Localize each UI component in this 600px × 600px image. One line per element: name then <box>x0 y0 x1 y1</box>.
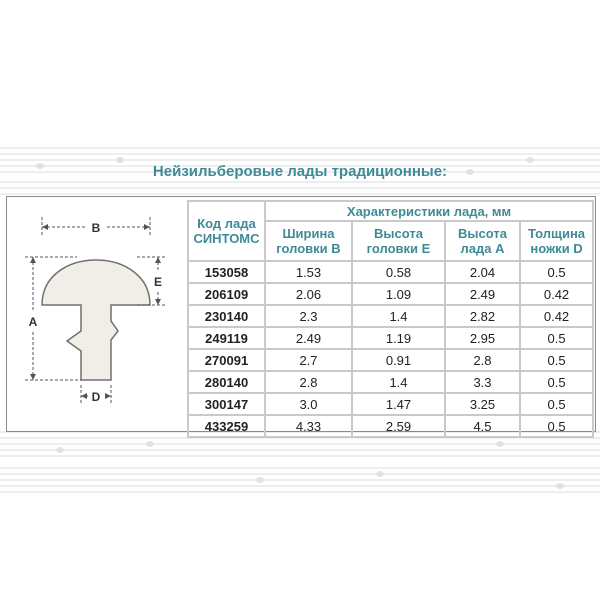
fret-code: 433259 <box>188 415 265 437</box>
fret-code: 300147 <box>188 393 265 415</box>
column-header-d <box>520 221 593 261</box>
width-b-value: 2.49 <box>265 327 352 349</box>
arrow-e-top <box>155 257 161 263</box>
arrow-a-bottom <box>30 374 36 380</box>
arrow-d-right <box>105 393 111 399</box>
height-a-value: 4.5 <box>445 415 520 437</box>
height-e-value: 1.4 <box>352 305 445 327</box>
dimension-d-label: D <box>91 390 101 404</box>
height-a-value: 2.82 <box>445 305 520 327</box>
thickness-d-value: 0.5 <box>520 371 593 393</box>
table-row <box>188 349 593 371</box>
group-header: Характеристики лада, мм <box>265 201 593 221</box>
table-row <box>188 371 593 393</box>
column-header-e-line2: головки E <box>366 241 431 256</box>
height-e-value: 0.58 <box>352 261 445 283</box>
width-b-value: 1.53 <box>265 261 352 283</box>
column-header-d-line1: Толщина <box>528 226 586 241</box>
column-header-a-line1: Высота <box>458 226 507 241</box>
column-header-d-line2: ножки D <box>530 241 583 256</box>
thickness-d-value: 0.5 <box>520 415 593 437</box>
height-a-value: 2.95 <box>445 327 520 349</box>
arrow-d-left <box>81 393 87 399</box>
height-e-value: 1.09 <box>352 283 445 305</box>
thickness-d-value: 0.5 <box>520 393 593 415</box>
height-a-value: 2.49 <box>445 283 520 305</box>
arrow-a-top <box>30 257 36 263</box>
height-e-value: 1.19 <box>352 327 445 349</box>
column-header-e-line1: Высота <box>374 226 423 241</box>
dimension-e-label: E <box>153 275 163 289</box>
table-row <box>188 283 593 305</box>
code-header-line2: СИНТОМС <box>193 231 260 246</box>
dimension-b-label: B <box>91 221 101 235</box>
fret-profile-diagram <box>7 197 185 429</box>
height-e-value: 0.91 <box>352 349 445 371</box>
height-e-value: 2.59 <box>352 415 445 437</box>
height-a-value: 3.3 <box>445 371 520 393</box>
thickness-d-value: 0.42 <box>520 305 593 327</box>
table-row <box>188 261 593 283</box>
fret-spec-table <box>187 200 594 438</box>
width-b-value: 3.0 <box>265 393 352 415</box>
column-header-a <box>445 221 520 261</box>
height-e-value: 1.4 <box>352 371 445 393</box>
thickness-d-value: 0.5 <box>520 327 593 349</box>
column-header-b-line2: головки B <box>276 241 341 256</box>
code-header <box>188 201 265 261</box>
height-a-value: 3.25 <box>445 393 520 415</box>
fret-code: 206109 <box>188 283 265 305</box>
fret-code: 270091 <box>188 349 265 371</box>
height-a-value: 2.04 <box>445 261 520 283</box>
fret-code: 153058 <box>188 261 265 283</box>
thickness-d-value: 0.5 <box>520 349 593 371</box>
fret-spec-panel <box>6 196 596 432</box>
arrow-b-right <box>144 224 150 230</box>
arrow-e-bottom <box>155 299 161 305</box>
thickness-d-value: 0.42 <box>520 283 593 305</box>
column-header-e <box>352 221 445 261</box>
code-header-line1: Код лада <box>197 216 256 231</box>
dimension-a-label: A <box>28 315 38 329</box>
column-header-b-line1: Ширина <box>282 226 335 241</box>
width-b-value: 4.33 <box>265 415 352 437</box>
height-e-value: 1.47 <box>352 393 445 415</box>
height-a-value: 2.8 <box>445 349 520 371</box>
width-b-value: 2.8 <box>265 371 352 393</box>
page-title: Нейзильберовые лады традиционные: <box>152 163 448 180</box>
table-row <box>188 327 593 349</box>
column-header-a-line2: лада A <box>460 241 505 256</box>
arrow-b-left <box>42 224 48 230</box>
column-header-b <box>265 221 352 261</box>
width-b-value: 2.3 <box>265 305 352 327</box>
thickness-d-value: 0.5 <box>520 261 593 283</box>
table-row <box>188 305 593 327</box>
table-row <box>188 393 593 415</box>
width-b-value: 2.06 <box>265 283 352 305</box>
fret-code: 249119 <box>188 327 265 349</box>
width-b-value: 2.7 <box>265 349 352 371</box>
fret-code: 280140 <box>188 371 265 393</box>
fret-profile-shape <box>42 260 150 380</box>
table-row <box>188 415 593 437</box>
fret-code: 230140 <box>188 305 265 327</box>
